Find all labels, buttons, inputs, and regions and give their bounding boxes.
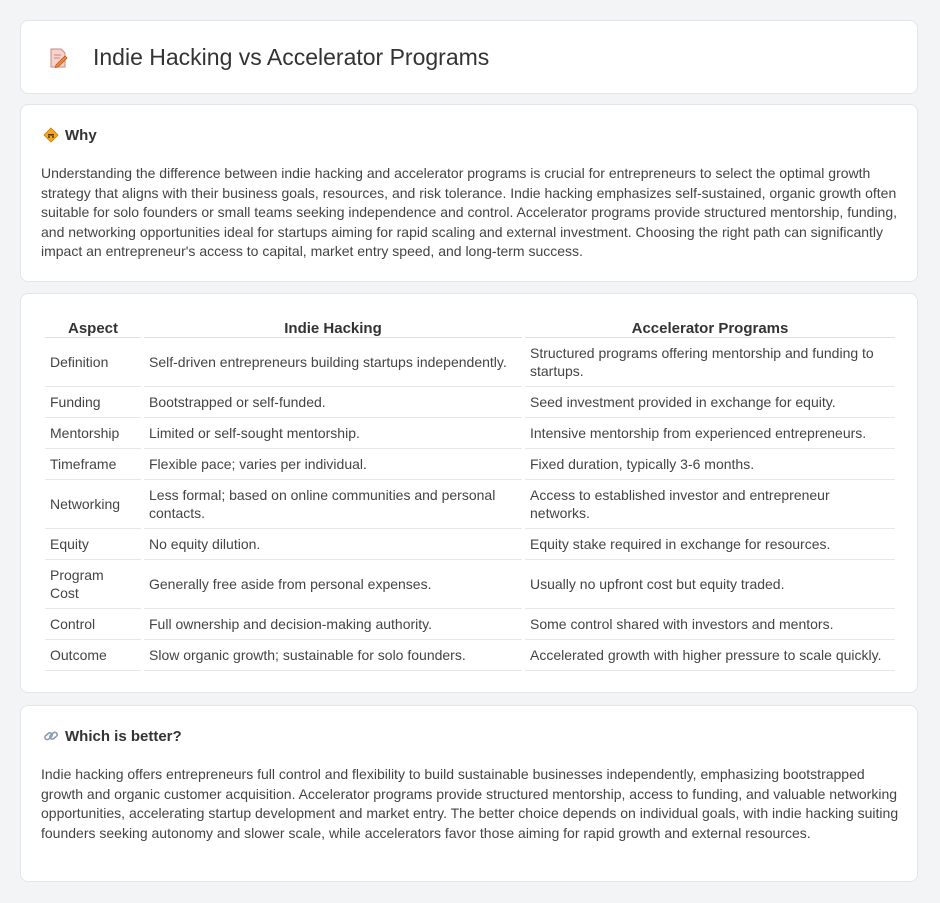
aspect-cell: Timeframe — [45, 449, 141, 480]
accelerator-cell: Seed investment provided in exchange for equity. — [525, 387, 895, 418]
indie-cell: Slow organic growth; sustainable for solo founders. — [144, 640, 522, 671]
accelerator-cell: Usually no upfront cost but equity traded. — [525, 560, 895, 609]
column-header-indie-hacking: Indie Hacking — [144, 315, 522, 338]
accelerator-cell: Structured programs offering mentorship and funding to startups. — [525, 338, 895, 387]
table-header-row — [45, 315, 895, 338]
indie-cell: Flexible pace; varies per individual. — [144, 449, 522, 480]
indie-cell: Generally free aside from personal expenses. — [144, 560, 522, 609]
why-section — [20, 104, 918, 282]
document-pencil-icon — [47, 47, 69, 69]
table-row — [45, 609, 895, 640]
accelerator-cell: Equity stake required in exchange for resources. — [525, 529, 895, 560]
indie-cell: Limited or self-sought mentorship. — [144, 418, 522, 449]
table-row — [45, 449, 895, 480]
better-text: Indie hacking offers entrepreneurs full control and flexibility to build sustainable businesses independently, emphasizing bootstrapped growth and organic customer acquisition. Accelerator programs provide structured mentorship, access to funding, and valuable networking opportunities, accelerating startup development and market entry. The better choice depends on individual goals, with indie hacking suiting founders seeking autonomy and slower scale, while accelerators favor those aiming for rapid growth and external resources. — [41, 766, 899, 841]
table-row — [45, 418, 895, 449]
aspect-cell: Control — [45, 609, 141, 640]
indie-cell: No equity dilution. — [144, 529, 522, 560]
why-text: Understanding the difference between indie hacking and accelerator programs is crucial for entrepreneurs to select the optimal growth strategy that aligns with their business goals, resources, and risk tolerance. Indie hacking emphasizes self-sustained, organic growth often suitable for solo founders or small teams seeking independence and control. Accelerator programs provide structured mentorship, funding, and networking opportunities ideal for startups aiming for rapid scaling and external investment. Choosing the right path can significantly impact an entrepreneur's access to capital, market entry speed, and long-term success. — [41, 165, 898, 260]
which-is-better-section — [20, 705, 918, 882]
table-row — [45, 387, 895, 418]
better-heading: Which is better? — [65, 728, 182, 745]
table-row — [45, 480, 895, 529]
page-title: Indie Hacking vs Accelerator Programs — [93, 44, 490, 70]
aspect-cell: Networking — [45, 480, 141, 529]
title-card — [20, 20, 918, 94]
accelerator-cell: Some control shared with investors and mentors. — [525, 609, 895, 640]
warning-sign-icon — [43, 127, 59, 143]
why-heading: Why — [65, 127, 97, 144]
indie-cell: Self-driven entrepreneurs building startups independently. — [144, 338, 522, 387]
accelerator-cell: Fixed duration, typically 3-6 months. — [525, 449, 895, 480]
column-header-aspect: Aspect — [45, 315, 141, 338]
link-icon — [43, 728, 59, 744]
aspect-cell: Program Cost — [45, 560, 141, 609]
accelerator-cell: Intensive mentorship from experienced entrepreneurs. — [525, 418, 895, 449]
accelerator-cell: Access to established investor and entrepreneur networks. — [525, 480, 895, 529]
table-row — [45, 529, 895, 560]
aspect-cell: Funding — [45, 387, 141, 418]
indie-cell: Less formal; based on online communities and personal contacts. — [144, 480, 522, 529]
comparison-table — [42, 315, 898, 671]
better-heading-row — [43, 728, 182, 748]
indie-cell: Full ownership and decision-making authority. — [144, 609, 522, 640]
aspect-cell: Equity — [45, 529, 141, 560]
table-row — [45, 560, 895, 609]
comparison-section — [20, 293, 918, 693]
why-heading-row — [43, 127, 97, 147]
column-header-accelerator-programs: Accelerator Programs — [525, 315, 895, 338]
indie-cell: Bootstrapped or self-funded. — [144, 387, 522, 418]
table-row — [45, 640, 895, 671]
accelerator-cell: Accelerated growth with higher pressure to scale quickly. — [525, 640, 895, 671]
aspect-cell: Outcome — [45, 640, 141, 671]
table-row — [45, 338, 895, 387]
aspect-cell: Mentorship — [45, 418, 141, 449]
aspect-cell: Definition — [45, 338, 141, 387]
